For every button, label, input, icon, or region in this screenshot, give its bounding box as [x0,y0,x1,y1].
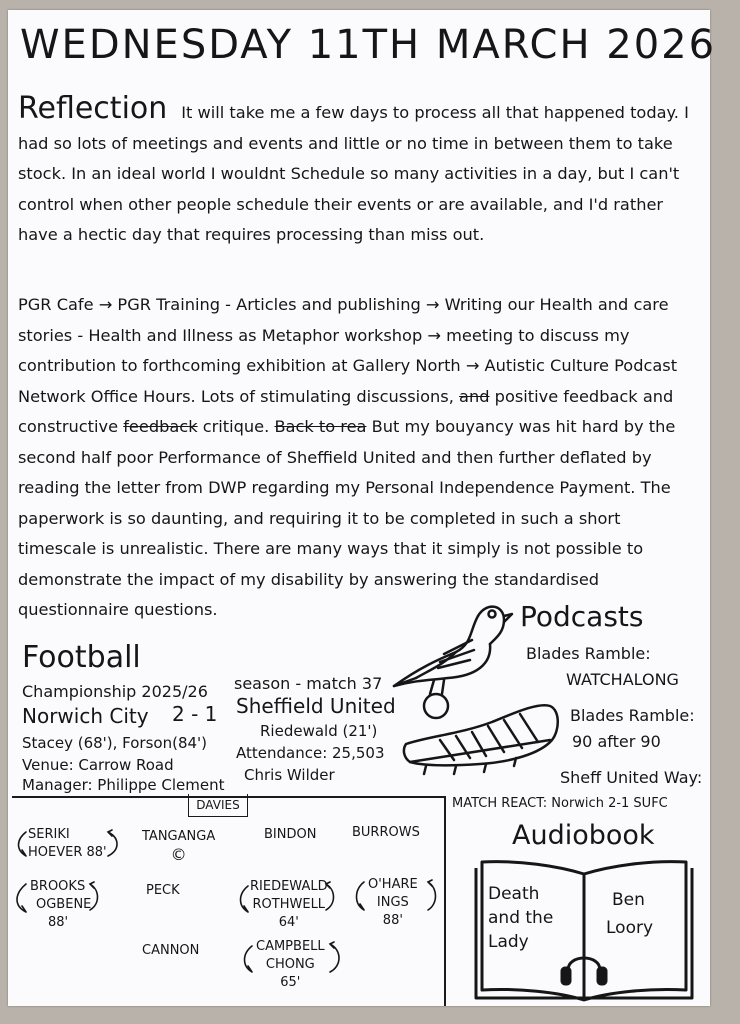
reflection-intro: It will take me a few days to process all that happened today. I had so lots of meetings and events and little or no time in between them to take stock. In an ideal world I wouldnt Schedule so many activities in a day, but I can't control when other people schedule their events or are available, and I'd rather have a hectic day that requires processing than miss out. [18,103,689,244]
player-sub: INGS [376,895,409,910]
player-name: O'HARE [368,877,418,892]
player-sub: OGBENE [36,897,92,912]
venue: Venue: Carrow Road [22,756,174,774]
player-name: RIEDEWALD [250,879,328,894]
reflection-heading: Reflection [18,91,168,126]
sub-minute: 88' [382,913,403,928]
podcasts-heading: Podcasts [520,600,644,633]
reflection-activities: PGR Cafe → PGR Training - Articles and publishing → Writing our Health and care stories - Health and Illness as Metaphor workshop → meeting to discuss my contribution to forthcoming exhibition at Gallery North → Autistic Culture Podcast Network Office Hours. Lots of stimulating discussions, [18,295,678,406]
podcast-item: 90 after 90 [572,732,661,751]
podcast-item: Sheff United Way: [560,768,703,787]
audiobook-author [606,886,653,942]
podcast-item: Blades Ramble: [570,706,695,725]
sub-minute: 88' [48,915,69,930]
crossed-out-word: Back to rea [274,417,367,436]
author-line: Ben [612,890,645,910]
journal-page [8,10,717,1006]
player-bindon: BINDON [264,827,317,842]
podcast-item: WATCHALONG [566,670,679,689]
home-scorers: Stacey (68'), Forson(84') [22,734,208,752]
player-sub: ROTHWELL [252,897,326,912]
reflection-critique: critique. [202,417,270,436]
title-line: Lady [488,932,529,952]
player-name: TANGANGA [142,829,216,844]
crossed-out-word: and [459,386,490,406]
away-manager: Chris Wilder [244,766,335,784]
podcast-item: Blades Ramble: [526,644,651,663]
title-line: and the [488,908,554,928]
crossed-out-word: feedback [123,417,198,436]
player-name: BROOKS [30,879,86,894]
season-match: season - match 37 [234,674,383,693]
player-cannon: CANNON [142,943,200,958]
author-line: Loory [606,918,654,938]
football-heading: Football [22,640,141,675]
player-sub: CHONG [265,957,315,972]
player-sub: HOEVER 88' [28,845,107,860]
substitution-arrows [8,10,448,1006]
player-name: CAMPBELL [256,939,325,954]
home-team: Norwich City [22,704,149,728]
player-peck: PECK [146,883,180,898]
sub-minute: 64' [278,915,299,930]
audiobook-heading: Audiobook [512,820,655,851]
attendance: Attendance: 25,503 [236,744,385,762]
away-team: Sheffield United [236,694,396,718]
competition: Championship 2025/26 [22,682,208,701]
home-manager: Manager: Philippe Clement [22,776,225,794]
away-scorers: Riedewald (21') [260,722,378,740]
audiobook-title [488,882,553,954]
reflection-bouyancy: But my bouyancy was hit hard by the second half poor Performance of Sheffield United and then further deflated by reading the letter from DWP regarding my Personal Independence Payment. The paperwork is so daunting, and requiring it to be completed in such a short timescale is unrealistic. There are many ways that it simply is not possible to demonstrate the impact of my disability by answering the standardised questionnaire questions. [18,417,676,619]
goalkeeper-box: DAVIES [188,794,248,817]
player-burrows: BURROWS [352,825,420,840]
title-line: Death [488,884,540,904]
sub-minute: 65' [280,975,301,990]
score: 2 - 1 [172,702,218,726]
reflection-feedback: positive feedback and constructive [18,386,674,436]
podcast-item: MATCH REACT: Norwich 2-1 SUFC [452,796,668,811]
captain-icon: © [170,845,187,864]
page-title: WEDNESDAY 11TH MARCH 2026 [20,22,717,68]
player-name: SERIKI [28,827,70,842]
